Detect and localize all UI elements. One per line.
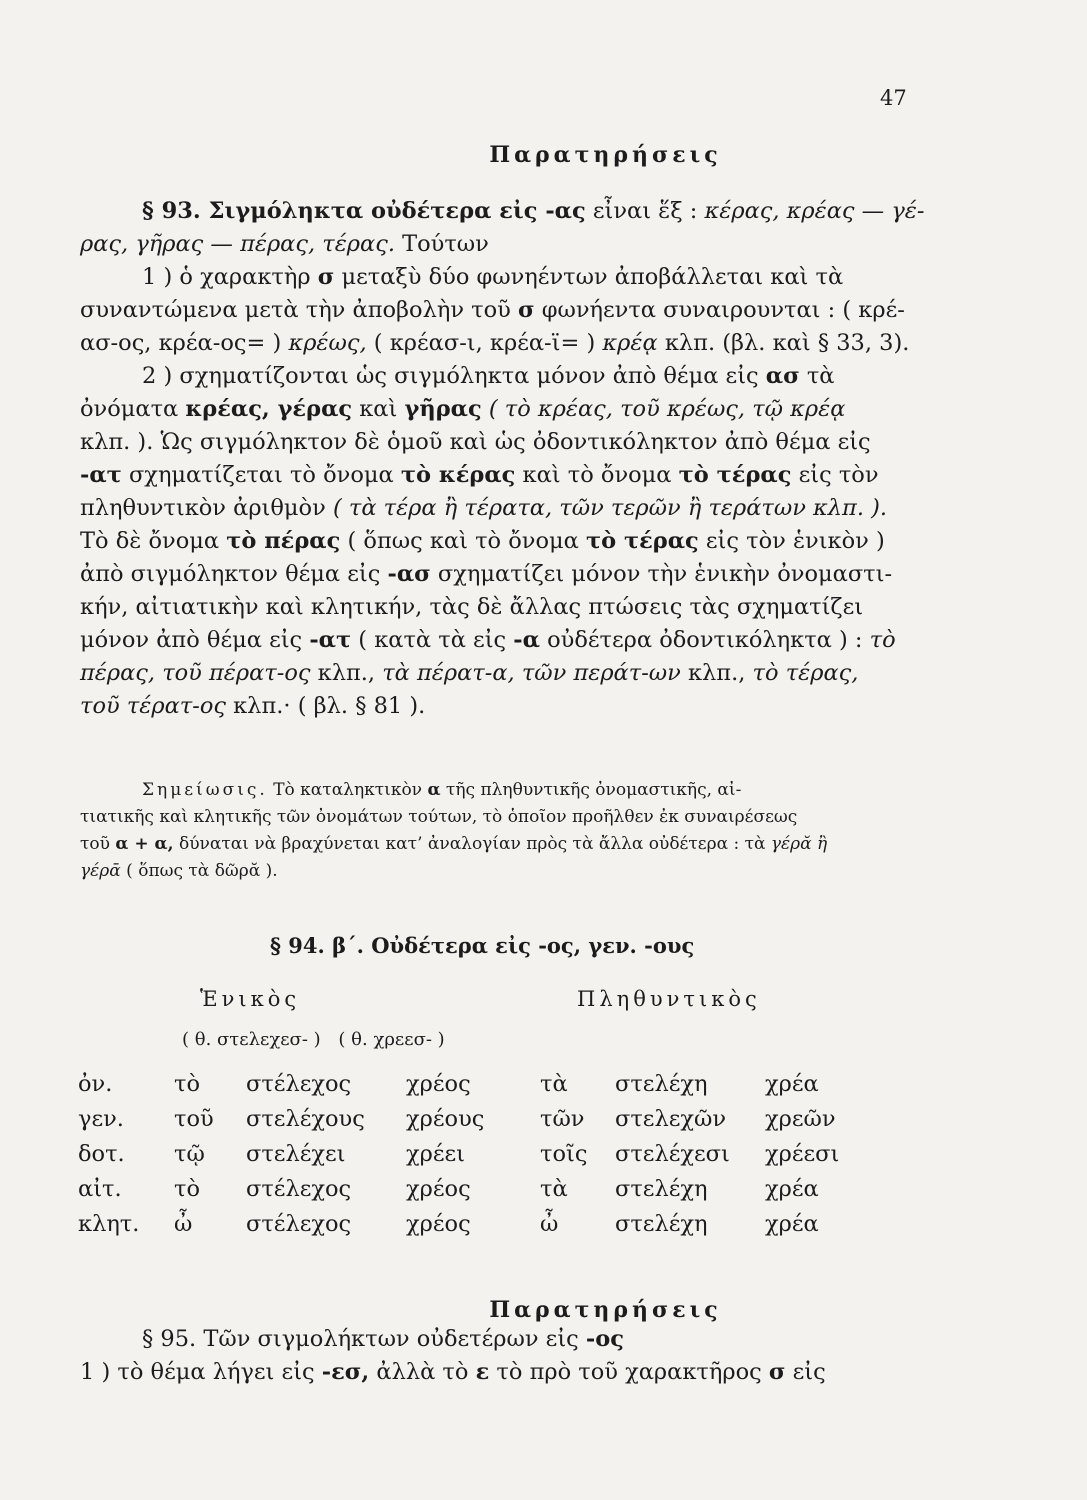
bold-ending: -ατ: [309, 627, 352, 653]
section-94-title: § 94. β΄. Οὐδέτερα εἰς -ος, γεν. -ους: [270, 933, 695, 958]
declension-table: [78, 1066, 875, 1241]
text-line: [80, 591, 910, 624]
text-line: [80, 459, 910, 492]
declension-cell: τῷ: [174, 1140, 205, 1167]
text-run: τῆς πληθυντικῆς ὀνομαστικῆς, αἰ-: [440, 780, 742, 800]
italic-words: τὸ: [869, 627, 896, 653]
text-line: [80, 327, 910, 360]
declension-row: [78, 1101, 875, 1136]
italic-words: πέρας, τοῦ πέρατ-ος: [80, 660, 311, 686]
italic-words: τὰ πέρατ-α, τῶν περάτ-ων: [382, 660, 681, 686]
bold-letter: α: [427, 780, 441, 800]
case-label: κλητ.: [78, 1210, 140, 1237]
text-line: [80, 1323, 910, 1356]
text-run: εἰς τὸν ἑνικὸν ): [698, 528, 885, 554]
declension-cell: στελέχεσι: [615, 1140, 730, 1167]
bold-ending: -ατ: [80, 462, 122, 488]
bold-letter: α + α,: [115, 834, 174, 854]
declension-cell: χρέα: [765, 1210, 819, 1237]
text-run: ἀλλὰ τὸ: [369, 1359, 476, 1385]
italic-words: τοῦ τέρατ-ος: [80, 693, 226, 719]
singular-label: Ἑνικὸς: [200, 987, 301, 1011]
text-run: κήν, αἰτιατικὴν καὶ κλητικήν, τὰς δὲ ἄλλας πτώσεις τὰς σχηματίζει: [80, 594, 864, 620]
stem-label: ( θ. χρεεσ- ): [338, 1029, 445, 1050]
text-run: τὰ: [799, 363, 835, 389]
declension-cell: χρέος: [406, 1070, 471, 1097]
italic-words: γέρᾰ ἢ: [770, 834, 828, 854]
bold-words: τὸ τέρας: [678, 462, 792, 488]
section-93-point-2: [80, 360, 910, 723]
text-line: [80, 360, 910, 393]
italic-words: κέρας, κρέας — γέ-: [704, 198, 925, 224]
plural-label: Πληθυντικὸς: [577, 987, 761, 1011]
stem-label: ( θ. στελεχεσ- ): [182, 1029, 321, 1050]
text-run: κλπ. ). Ὡς σιγμόληκτον δὲ ὁμοῦ καὶ ὡς ὀδοντικόληκτον ἀπὸ θέμα εἰς: [80, 429, 871, 455]
note-label: Σημείωσις.: [142, 780, 268, 800]
text-run: τοῦ: [80, 834, 116, 854]
bold-ending: -ος: [585, 1326, 624, 1352]
bold-letter: σ: [518, 297, 535, 323]
text-line: [80, 1356, 910, 1389]
declension-cell: τὸ: [174, 1175, 200, 1202]
text-run: μόνον ἀπὸ θέμα εἰς: [80, 627, 310, 653]
note-block: [80, 777, 910, 885]
declension-cell: χρέεσι: [765, 1140, 840, 1167]
declension-cell: στελεχῶν: [615, 1105, 727, 1132]
bold-words: κρέας, γέρας: [185, 396, 353, 422]
declension-cell: τὰ: [540, 1175, 568, 1202]
text-run: κλπ.· ( βλ. § 81 ).: [225, 693, 426, 719]
declension-cell: ὦ: [540, 1210, 559, 1237]
text-line: [80, 426, 910, 459]
italic-words: κρέως,: [288, 330, 367, 356]
text-line: [80, 228, 910, 261]
text-line: [80, 831, 910, 858]
text-line: [80, 261, 910, 294]
declension-row: [78, 1136, 875, 1171]
section-93-point-1: [80, 261, 910, 360]
bold-ending: -ας: [545, 198, 586, 224]
italic-words: γέρᾱ: [80, 861, 121, 881]
bold-ending: -εσ,: [321, 1359, 370, 1385]
text-run: ( κατὰ τὰ εἰς: [351, 627, 514, 653]
declension-cell: χρέα: [765, 1070, 819, 1097]
text-run: καὶ τὸ ὄνομα: [515, 462, 679, 488]
text-line: [80, 195, 925, 228]
text-run: τιατικῆς καὶ κλητικῆς τῶν ὀνομάτων τούτων, τὸ ὁποῖον προῆλθεν ἐκ συναιρέσεως: [80, 807, 798, 827]
bold-words: τὸ τέρας: [585, 528, 699, 554]
case-label: γεν.: [78, 1105, 124, 1132]
text-run: ( κρέασ-ι, κρέα-ϊ= ): [366, 330, 603, 356]
declension-cell: χρεῶν: [765, 1105, 836, 1132]
italic-words: ( τὸ κρέας, τοῦ κρέως, τῷ κρέᾳ: [488, 396, 846, 422]
bold-words: γῆρας: [404, 396, 482, 422]
text-run: Τὸ δὲ ὄνομα: [80, 528, 227, 554]
text-run: 1 ) τὸ θέμα λήγει εἰς: [80, 1359, 322, 1385]
text-line: [80, 804, 910, 831]
text-run: σχηματίζει μόνον τὴν ἑνικὴν ὀνομαστι-: [430, 561, 893, 587]
text-line: [80, 558, 910, 591]
text-run: κλπ. (βλ. καὶ § 33, 3).: [657, 330, 910, 356]
section-95: [80, 1323, 910, 1389]
declension-cell: χρέα: [765, 1175, 819, 1202]
text-run: 1 ) ὁ χαρακτὴρ: [142, 264, 318, 290]
case-label: δοτ.: [78, 1140, 125, 1167]
text-line: [80, 657, 910, 690]
declension-cell: στελέχους: [246, 1105, 365, 1132]
declension-cell: στέλεχος: [246, 1210, 352, 1237]
declension-cell: στελέχη: [615, 1175, 708, 1202]
text-line: [80, 858, 910, 885]
declension-cell: στέλεχος: [246, 1175, 352, 1202]
declension-cell: χρέος: [406, 1210, 471, 1237]
text-run: ὀνόματα: [80, 396, 186, 422]
text-run: εἰς τὸν: [791, 462, 879, 488]
bold-words: τὸ πέρας: [226, 528, 341, 554]
declension-row: [78, 1066, 875, 1101]
bold-words: τὸ κέρας: [400, 462, 516, 488]
bold-ending: -α: [513, 627, 540, 653]
bold-ending: ασ: [765, 363, 800, 389]
declension-cell: στελέχη: [615, 1070, 708, 1097]
text-line: [80, 492, 910, 525]
text-run: συναντώμενα μετὰ τὴν ἀποβολὴν τοῦ: [80, 297, 518, 323]
text-line: [80, 294, 910, 327]
bold-letter: σ: [317, 264, 335, 290]
text-run: μεταξὺ δύο φωνηέντων ἀποβάλλεται καὶ τὰ: [334, 264, 844, 290]
heading-observations-2: Παρατηρήσεις: [489, 1297, 722, 1323]
text-run: 2 ) σχηματίζονται ὡς σιγμόληκτα μόνον ἀπὸ θέμα εἰς: [142, 363, 766, 389]
text-line: [80, 624, 910, 657]
section-93-number: § 93. Σιγμόληκτα οὐδέτερα εἰς: [142, 198, 546, 224]
declension-cell: τὰ: [540, 1070, 568, 1097]
page-number: 47: [880, 86, 907, 110]
text-line: [80, 777, 910, 804]
text-run: σχηματίζεται τὸ ὄνομα: [121, 462, 401, 488]
declension-cell: τοῖς: [540, 1140, 588, 1167]
case-label: ὀν.: [78, 1070, 113, 1097]
text-run: πληθυντικὸν ἀριθμὸν: [80, 495, 333, 521]
bold-letter: σ: [768, 1359, 786, 1385]
text-line: [80, 525, 910, 558]
text-line: [80, 690, 910, 723]
declension-cell: τῶν: [540, 1105, 585, 1132]
text-run: καὶ: [352, 396, 405, 422]
declension-cell: τὸ: [174, 1070, 200, 1097]
bold-letter: ε: [475, 1359, 490, 1385]
case-label: αἰτ.: [78, 1175, 122, 1202]
text-run: Τὸ καταληκτικὸν: [273, 780, 428, 800]
declension-cell: στελέχη: [615, 1210, 708, 1237]
declension-cell: ὦ: [174, 1210, 193, 1237]
text-run: ( ὅπως καὶ τὸ ὄνομα: [340, 528, 586, 554]
stem-labels: [182, 1029, 457, 1050]
text-run: § 95. Τῶν σιγμολήκτων οὐδετέρων εἰς: [142, 1326, 586, 1352]
heading-observations: Παρατηρήσεις: [489, 142, 722, 168]
italic-words: ( τὰ τέρα ἢ τέρατα, τῶν τερῶν ἢ τεράτων κλπ. ).: [332, 495, 888, 521]
declension-cell: τοῦ: [174, 1105, 214, 1132]
text-run: εἶναι ἕξ :: [585, 198, 705, 224]
text-run: ἀπὸ σιγμόληκτον θέμα εἰς: [80, 561, 388, 587]
text-run: τὸ πρὸ τοῦ χαρακτῆρος: [489, 1359, 769, 1385]
declension-row: [78, 1206, 875, 1241]
italic-words: κρέᾳ: [602, 330, 658, 356]
bold-ending: -ασ: [387, 561, 431, 587]
italic-words: τὸ τέρας,: [752, 660, 859, 686]
text-run: Τούτων: [394, 231, 489, 257]
declension-row: [78, 1171, 875, 1206]
text-run: οὐδέτερα ὀδοντικόληκτα ) :: [539, 627, 870, 653]
declension-cell: χρέος: [406, 1175, 471, 1202]
section-93-intro: [80, 195, 925, 261]
declension-cell: στέλεχος: [246, 1070, 352, 1097]
text-run: δύναται νὰ βραχύνεται κατ’ ἀναλογίαν πρὸς τὰ ἄλλα οὐδέτερα : τὰ: [173, 834, 771, 854]
italic-words: ρας, γῆρας — πέρας, τέρας.: [80, 231, 395, 257]
declension-cell: χρέους: [406, 1105, 485, 1132]
text-run: εἰς: [785, 1359, 826, 1385]
text-run: φωνήεντα συναιρουνται : ( κρέ-: [534, 297, 905, 323]
declension-cell: στελέχει: [246, 1140, 346, 1167]
text-run: ( ὅπως τὰ δῶρᾰ ).: [120, 861, 278, 881]
text-run: κλπ.,: [310, 660, 383, 686]
text-run: ασ-ος, κρέα-ος= ): [80, 330, 289, 356]
declension-cell: χρέει: [406, 1140, 465, 1167]
text-run: [482, 396, 489, 422]
text-run: κλπ.,: [680, 660, 753, 686]
text-line: [80, 393, 910, 426]
